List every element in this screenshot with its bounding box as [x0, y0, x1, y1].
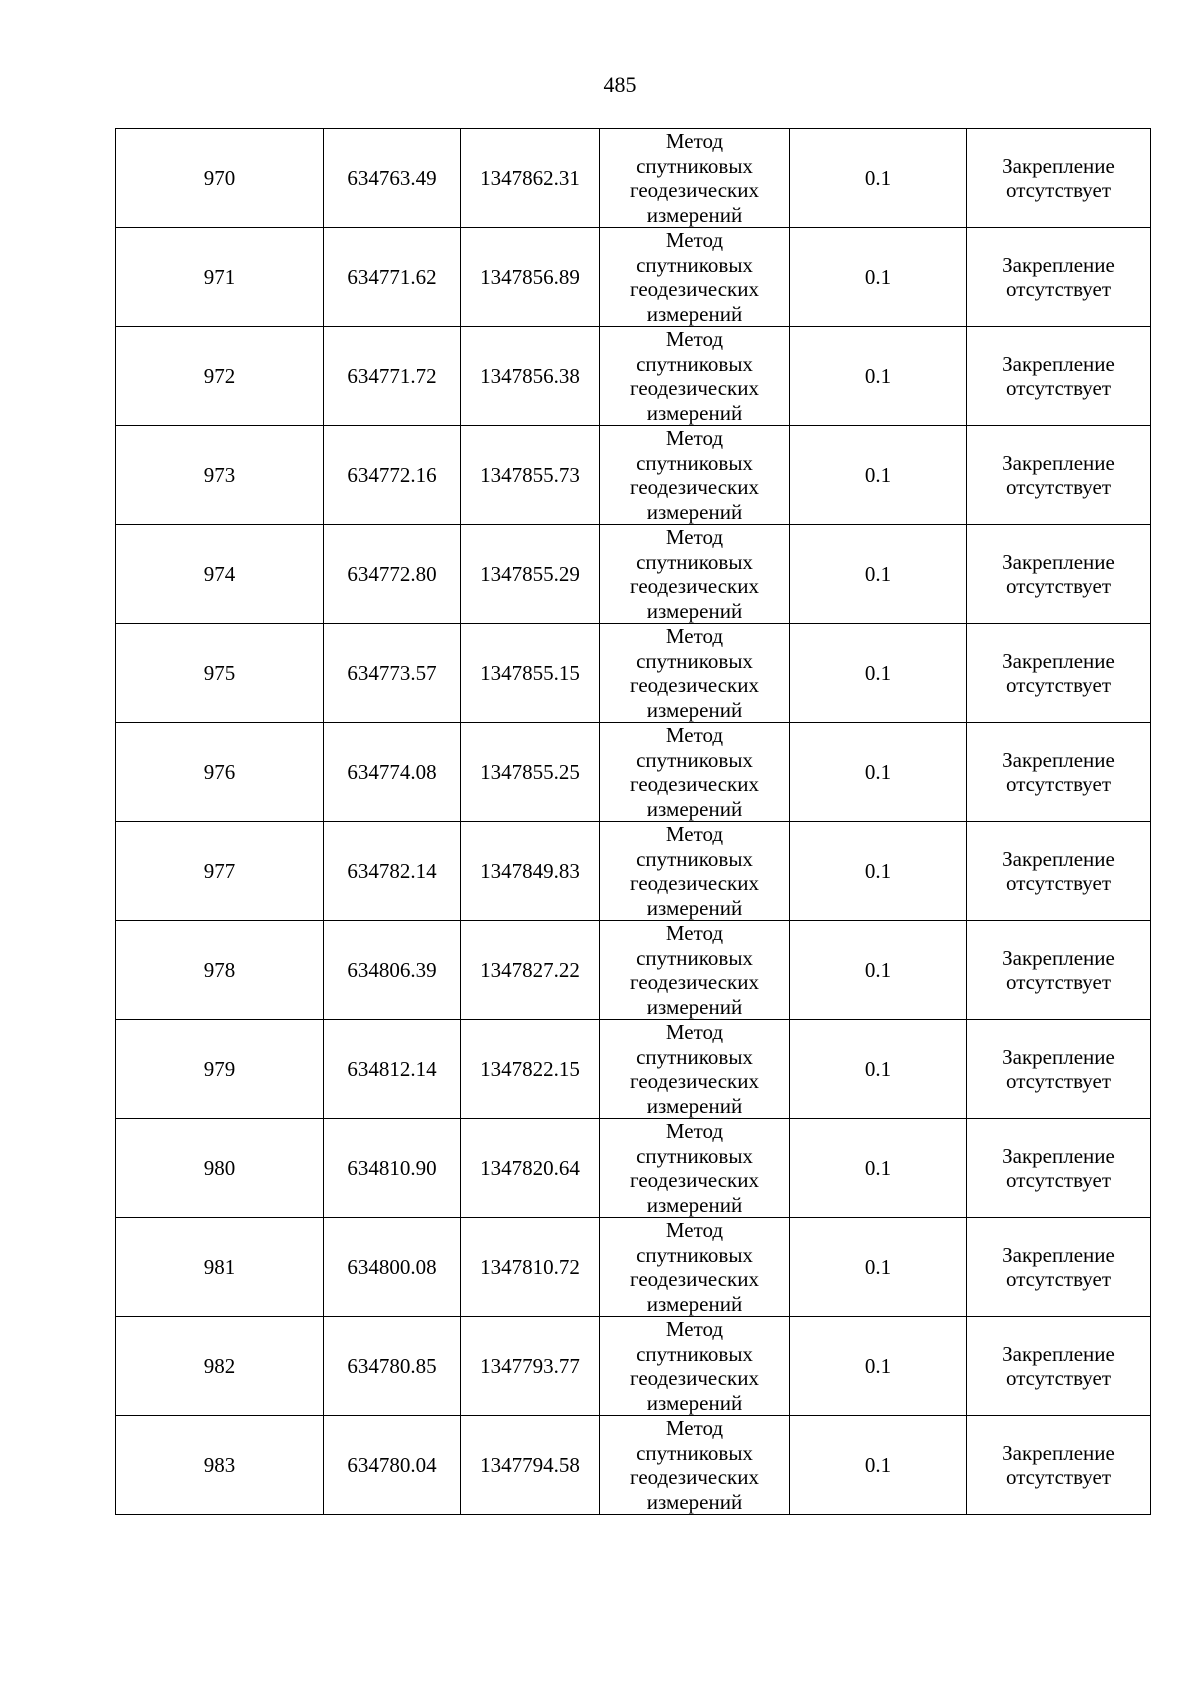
- accuracy-text: 0.1: [864, 165, 892, 190]
- table-row: [116, 525, 1151, 624]
- y-coordinate-cell: [461, 228, 600, 327]
- method-text: Метод спутниковых геодезических измерений: [629, 723, 759, 821]
- y-coordinate-cell: [461, 426, 600, 525]
- point-number-cell: [116, 228, 324, 327]
- x-coordinate-text: 634772.16: [347, 462, 437, 487]
- fixation-cell: [967, 1218, 1151, 1317]
- table-row: [116, 1119, 1151, 1218]
- method-cell: [600, 327, 790, 426]
- method-cell: [600, 426, 790, 525]
- table-row: [116, 327, 1151, 426]
- point-number-cell: [116, 723, 324, 822]
- x-coordinate-text: 634780.85: [347, 1353, 437, 1378]
- y-coordinate-text: 1347793.77: [480, 1353, 580, 1378]
- point-number-cell: [116, 1020, 324, 1119]
- point-number-text: 973: [203, 462, 236, 487]
- fixation-cell: [967, 1020, 1151, 1119]
- x-coordinate-text: 634771.72: [347, 363, 437, 388]
- point-number-cell: [116, 129, 324, 228]
- point-number-text: 974: [203, 561, 236, 586]
- x-coordinate-cell: [324, 228, 461, 327]
- accuracy-text: 0.1: [864, 858, 892, 883]
- accuracy-text: 0.1: [864, 957, 892, 982]
- table-row: [116, 1317, 1151, 1416]
- method-text: Метод спутниковых геодезических измерений: [629, 1020, 759, 1118]
- x-coordinate-cell: [324, 822, 461, 921]
- y-coordinate-text: 1347849.83: [480, 858, 580, 883]
- x-coordinate-cell: [324, 1416, 461, 1515]
- y-coordinate-cell: [461, 525, 600, 624]
- fixation-text: Закрепление отсутствует: [1002, 1143, 1115, 1192]
- table-row: [116, 624, 1151, 723]
- accuracy-text: 0.1: [864, 462, 892, 487]
- accuracy-cell: [790, 1218, 967, 1317]
- point-number-cell: [116, 624, 324, 723]
- method-cell: [600, 1416, 790, 1515]
- method-text: Метод спутниковых геодезических измерений: [629, 624, 759, 722]
- x-coordinate-text: 634812.14: [347, 1056, 437, 1081]
- point-number-cell: [116, 525, 324, 624]
- y-coordinate-text: 1347856.89: [480, 264, 580, 289]
- point-number-text: 972: [203, 363, 236, 388]
- x-coordinate-text: 634774.08: [347, 759, 437, 784]
- point-number-text: 981: [203, 1254, 236, 1279]
- accuracy-cell: [790, 426, 967, 525]
- x-coordinate-cell: [324, 426, 461, 525]
- accuracy-text: 0.1: [864, 561, 892, 586]
- method-text: Метод спутниковых геодезических измерений: [629, 129, 759, 227]
- point-number-cell: [116, 1119, 324, 1218]
- x-coordinate-cell: [324, 921, 461, 1020]
- fixation-text: Закрепление отсутствует: [1002, 846, 1115, 895]
- fixation-text: Закрепление отсутствует: [1002, 351, 1115, 400]
- y-coordinate-text: 1347820.64: [480, 1155, 580, 1180]
- method-text: Метод спутниковых геодезических измерений: [629, 228, 759, 326]
- method-cell: [600, 1317, 790, 1416]
- y-coordinate-cell: [461, 723, 600, 822]
- point-number-cell: [116, 921, 324, 1020]
- method-text: Метод спутниковых геодезических измерений: [629, 1218, 759, 1316]
- fixation-text: Закрепление отсутствует: [1002, 747, 1115, 796]
- method-cell: [600, 1218, 790, 1317]
- y-coordinate-cell: [461, 822, 600, 921]
- accuracy-text: 0.1: [864, 1353, 892, 1378]
- table-row: [116, 1020, 1151, 1119]
- y-coordinate-text: 1347855.15: [480, 660, 580, 685]
- fixation-cell: [967, 1317, 1151, 1416]
- point-number-cell: [116, 822, 324, 921]
- y-coordinate-text: 1347855.29: [480, 561, 580, 586]
- table-row: [116, 921, 1151, 1020]
- fixation-cell: [967, 228, 1151, 327]
- accuracy-text: 0.1: [864, 759, 892, 784]
- fixation-cell: [967, 624, 1151, 723]
- accuracy-cell: [790, 1020, 967, 1119]
- fixation-text: Закрепление отсутствует: [1002, 450, 1115, 499]
- x-coordinate-text: 634780.04: [347, 1452, 437, 1477]
- fixation-text: Закрепление отсутствует: [1002, 1242, 1115, 1291]
- point-number-cell: [116, 1218, 324, 1317]
- table-row: [116, 1218, 1151, 1317]
- y-coordinate-text: 1347856.38: [480, 363, 580, 388]
- x-coordinate-text: 634763.49: [347, 165, 437, 190]
- method-text: Метод спутниковых геодезических измерений: [629, 1416, 759, 1514]
- x-coordinate-cell: [324, 1317, 461, 1416]
- y-coordinate-cell: [461, 624, 600, 723]
- x-coordinate-cell: [324, 723, 461, 822]
- method-cell: [600, 228, 790, 327]
- point-number-text: 975: [203, 660, 236, 685]
- point-number-cell: [116, 426, 324, 525]
- fixation-cell: [967, 129, 1151, 228]
- y-coordinate-cell: [461, 1317, 600, 1416]
- method-cell: [600, 129, 790, 228]
- page-number: 485: [603, 72, 637, 97]
- method-cell: [600, 921, 790, 1020]
- y-coordinate-cell: [461, 327, 600, 426]
- x-coordinate-text: 634800.08: [347, 1254, 437, 1279]
- fixation-text: Закрепление отсутствует: [1002, 252, 1115, 301]
- fixation-text: Закрепление отсутствует: [1002, 153, 1115, 202]
- fixation-text: Закрепление отсутствует: [1002, 549, 1115, 598]
- accuracy-cell: [790, 624, 967, 723]
- method-cell: [600, 1119, 790, 1218]
- accuracy-text: 0.1: [864, 1155, 892, 1180]
- coordinates-table-body: [116, 129, 1151, 1515]
- point-number-cell: [116, 1416, 324, 1515]
- fixation-text: Закрепление отсутствует: [1002, 945, 1115, 994]
- y-coordinate-cell: [461, 1416, 600, 1515]
- fixation-cell: [967, 921, 1151, 1020]
- accuracy-text: 0.1: [864, 1056, 892, 1081]
- accuracy-cell: [790, 525, 967, 624]
- point-number-text: 982: [203, 1353, 236, 1378]
- point-number-text: 970: [203, 165, 236, 190]
- fixation-text: Закрепление отсутствует: [1002, 648, 1115, 697]
- table-row: [116, 1416, 1151, 1515]
- accuracy-cell: [790, 129, 967, 228]
- method-cell: [600, 723, 790, 822]
- accuracy-text: 0.1: [864, 1452, 892, 1477]
- accuracy-cell: [790, 327, 967, 426]
- fixation-cell: [967, 1416, 1151, 1515]
- table-row: [116, 723, 1151, 822]
- accuracy-cell: [790, 822, 967, 921]
- fixation-text: Закрепление отсутствует: [1002, 1341, 1115, 1390]
- point-number-text: 983: [203, 1452, 236, 1477]
- fixation-text: Закрепление отсутствует: [1002, 1044, 1115, 1093]
- point-number-text: 977: [203, 858, 236, 883]
- method-text: Метод спутниковых геодезических измерений: [629, 327, 759, 425]
- x-coordinate-cell: [324, 327, 461, 426]
- point-number-text: 979: [203, 1056, 236, 1081]
- accuracy-cell: [790, 1119, 967, 1218]
- accuracy-text: 0.1: [864, 660, 892, 685]
- method-text: Метод спутниковых геодезических измерений: [629, 822, 759, 920]
- method-cell: [600, 822, 790, 921]
- accuracy-text: 0.1: [864, 264, 892, 289]
- x-coordinate-cell: [324, 1119, 461, 1218]
- fixation-cell: [967, 327, 1151, 426]
- x-coordinate-text: 634772.80: [347, 561, 437, 586]
- y-coordinate-text: 1347822.15: [480, 1056, 580, 1081]
- method-text: Метод спутниковых геодезических измерений: [629, 426, 759, 524]
- point-number-text: 980: [203, 1155, 236, 1180]
- table-row: [116, 822, 1151, 921]
- x-coordinate-cell: [324, 624, 461, 723]
- x-coordinate-text: 634773.57: [347, 660, 437, 685]
- y-coordinate-cell: [461, 1020, 600, 1119]
- y-coordinate-cell: [461, 1218, 600, 1317]
- y-coordinate-text: 1347794.58: [480, 1452, 580, 1477]
- y-coordinate-cell: [461, 1119, 600, 1218]
- method-text: Метод спутниковых геодезических измерений: [629, 525, 759, 623]
- method-cell: [600, 525, 790, 624]
- table-row: [116, 426, 1151, 525]
- fixation-cell: [967, 525, 1151, 624]
- y-coordinate-cell: [461, 921, 600, 1020]
- table-row: [116, 228, 1151, 327]
- accuracy-text: 0.1: [864, 363, 892, 388]
- fixation-text: Закрепление отсутствует: [1002, 1440, 1115, 1489]
- x-coordinate-cell: [324, 1218, 461, 1317]
- fixation-cell: [967, 723, 1151, 822]
- table-row: [116, 129, 1151, 228]
- accuracy-cell: [790, 1317, 967, 1416]
- fixation-cell: [967, 1119, 1151, 1218]
- y-coordinate-text: 1347855.73: [480, 462, 580, 487]
- point-number-text: 978: [203, 957, 236, 982]
- y-coordinate-text: 1347827.22: [480, 957, 580, 982]
- fixation-cell: [967, 822, 1151, 921]
- point-number-cell: [116, 327, 324, 426]
- method-text: Метод спутниковых геодезических измерений: [629, 921, 759, 1019]
- y-coordinate-cell: [461, 129, 600, 228]
- coordinates-table: [115, 128, 1151, 1515]
- method-cell: [600, 1020, 790, 1119]
- method-text: Метод спутниковых геодезических измерений: [629, 1119, 759, 1217]
- x-coordinate-cell: [324, 129, 461, 228]
- x-coordinate-text: 634810.90: [347, 1155, 437, 1180]
- point-number-text: 971: [203, 264, 236, 289]
- point-number-cell: [116, 1317, 324, 1416]
- method-cell: [600, 624, 790, 723]
- y-coordinate-text: 1347855.25: [480, 759, 580, 784]
- x-coordinate-cell: [324, 1020, 461, 1119]
- x-coordinate-text: 634806.39: [347, 957, 437, 982]
- y-coordinate-text: 1347810.72: [480, 1254, 580, 1279]
- y-coordinate-text: 1347862.31: [480, 165, 580, 190]
- method-text: Метод спутниковых геодезических измерений: [629, 1317, 759, 1415]
- accuracy-cell: [790, 921, 967, 1020]
- accuracy-cell: [790, 1416, 967, 1515]
- accuracy-cell: [790, 723, 967, 822]
- x-coordinate-text: 634782.14: [347, 858, 437, 883]
- fixation-cell: [967, 426, 1151, 525]
- accuracy-cell: [790, 228, 967, 327]
- x-coordinate-text: 634771.62: [347, 264, 437, 289]
- x-coordinate-cell: [324, 525, 461, 624]
- point-number-text: 976: [203, 759, 236, 784]
- accuracy-text: 0.1: [864, 1254, 892, 1279]
